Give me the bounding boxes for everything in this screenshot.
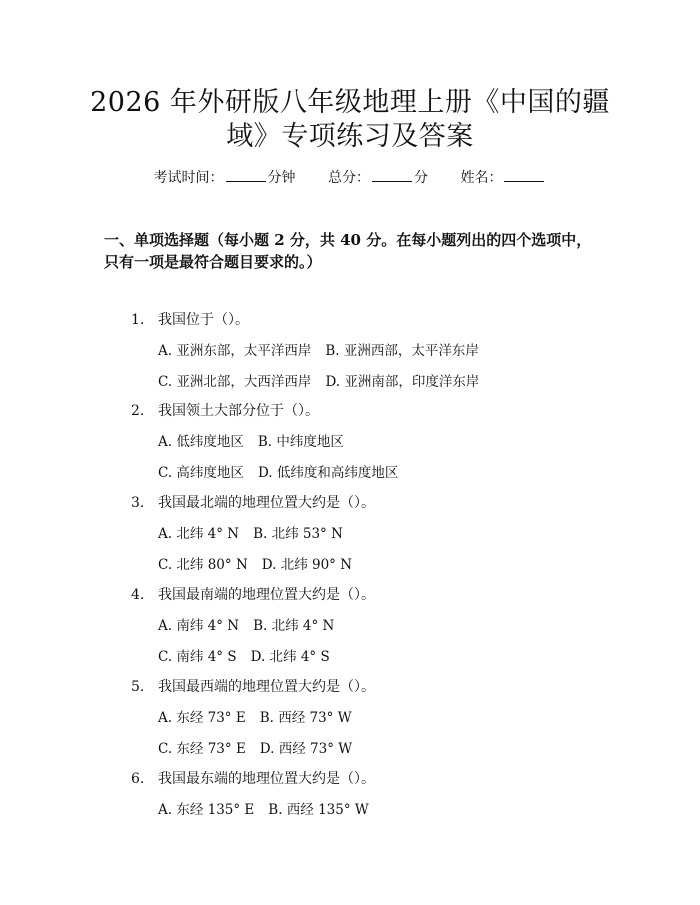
option-d: D. 北纬 90° N: [261, 557, 353, 573]
question-2-options-row-1: [158, 432, 344, 452]
option-b: B. 中纬度地区: [257, 434, 344, 450]
exam-time-label: 考试时间：: [153, 170, 224, 186]
option-d: D. 北纬 4° S: [250, 649, 330, 665]
question-4-options-row-1: [158, 616, 334, 636]
total-score-field: [328, 168, 428, 188]
option-d: D. 低纬度和高纬度地区: [257, 465, 399, 481]
option-b: B. 北纬 53° N: [253, 526, 343, 542]
question-text: 我国位于（）。: [158, 312, 249, 328]
question-number: 5.: [131, 679, 145, 695]
option-a: A. 低纬度地区: [158, 434, 244, 450]
question-2-stem: [131, 401, 319, 421]
exam-title-line-2: 域》专项练习及答案: [226, 121, 474, 152]
question-4-stem: [131, 585, 375, 605]
question-5-options-row-1: [158, 708, 352, 728]
question-1-options-row-1: [158, 341, 479, 361]
question-number: 3.: [131, 495, 145, 511]
student-name-blank: [504, 168, 544, 182]
question-6-stem: [131, 769, 375, 789]
option-a: A. 东经 73° E: [158, 710, 246, 726]
option-a: A. 东经 135° E: [158, 802, 255, 818]
option-b: B. 北纬 4° N: [253, 618, 335, 634]
section-heading: 一、单项选择题（每小题 2 分，共 40 分。在每小题列出的四个选项中，只有一项是最符合题目要求的。）: [104, 231, 592, 271]
question-number: 2.: [131, 403, 145, 419]
option-c: C. 南纬 4° S: [158, 649, 237, 665]
option-d: D. 亚洲南部，印度洋东岸: [325, 374, 480, 390]
question-5-options-row-2: [158, 739, 352, 759]
total-score-blank: [372, 168, 412, 182]
question-number: 1.: [131, 312, 145, 328]
question-text: 我国最北端的地理位置大约是（）。: [158, 495, 375, 511]
student-name-field: [460, 168, 546, 188]
option-b: B. 亚洲西部，太平洋东岸: [325, 343, 479, 359]
question-text: 我国领土大部分位于（）。: [158, 403, 319, 419]
question-text: 我国最西端的地理位置大约是（）。: [158, 679, 375, 695]
question-text: 我国最东端的地理位置大约是（）。: [158, 771, 375, 787]
question-3-stem: [131, 493, 375, 513]
option-b: B. 西经 73° W: [259, 710, 352, 726]
option-c: C. 高纬度地区: [158, 465, 244, 481]
option-d: D. 西经 73° W: [259, 741, 353, 757]
student-name-label: 姓名：: [460, 170, 503, 186]
question-text: 我国最南端的地理位置大约是（）。: [158, 587, 375, 603]
question-2-options-row-2: [158, 463, 398, 483]
question-6-options-row-1: [158, 800, 369, 820]
option-a: A. 亚洲东部，太平洋西岸: [158, 343, 312, 359]
question-3-options-row-2: [158, 555, 352, 575]
option-c: C. 东经 73° E: [158, 741, 246, 757]
total-score-label: 总分：: [328, 170, 370, 186]
option-c: C. 亚洲北部，大西洋西岸: [158, 374, 312, 390]
exam-time-unit: 分钟: [267, 170, 296, 186]
question-5-stem: [131, 677, 375, 697]
option-c: C. 北纬 80° N: [158, 557, 248, 573]
question-1-options-row-2: [158, 372, 479, 392]
option-b: B. 西经 135° W: [268, 802, 369, 818]
exam-time-blank: [226, 168, 266, 182]
question-3-options-row-1: [158, 524, 343, 544]
option-a: A. 北纬 4° N: [158, 526, 240, 542]
option-a: A. 南纬 4° N: [158, 618, 240, 634]
exam-title-line-1: 2026 年外研版八年级地理上册《中国的疆: [90, 87, 610, 118]
question-number: 6.: [131, 771, 145, 787]
question-number: 4.: [131, 587, 145, 603]
exam-time-field: [154, 168, 296, 188]
question-1-stem: [131, 310, 249, 330]
total-score-unit: 分: [414, 170, 428, 186]
question-4-options-row-2: [158, 647, 330, 667]
exam-info-row: [0, 168, 700, 188]
